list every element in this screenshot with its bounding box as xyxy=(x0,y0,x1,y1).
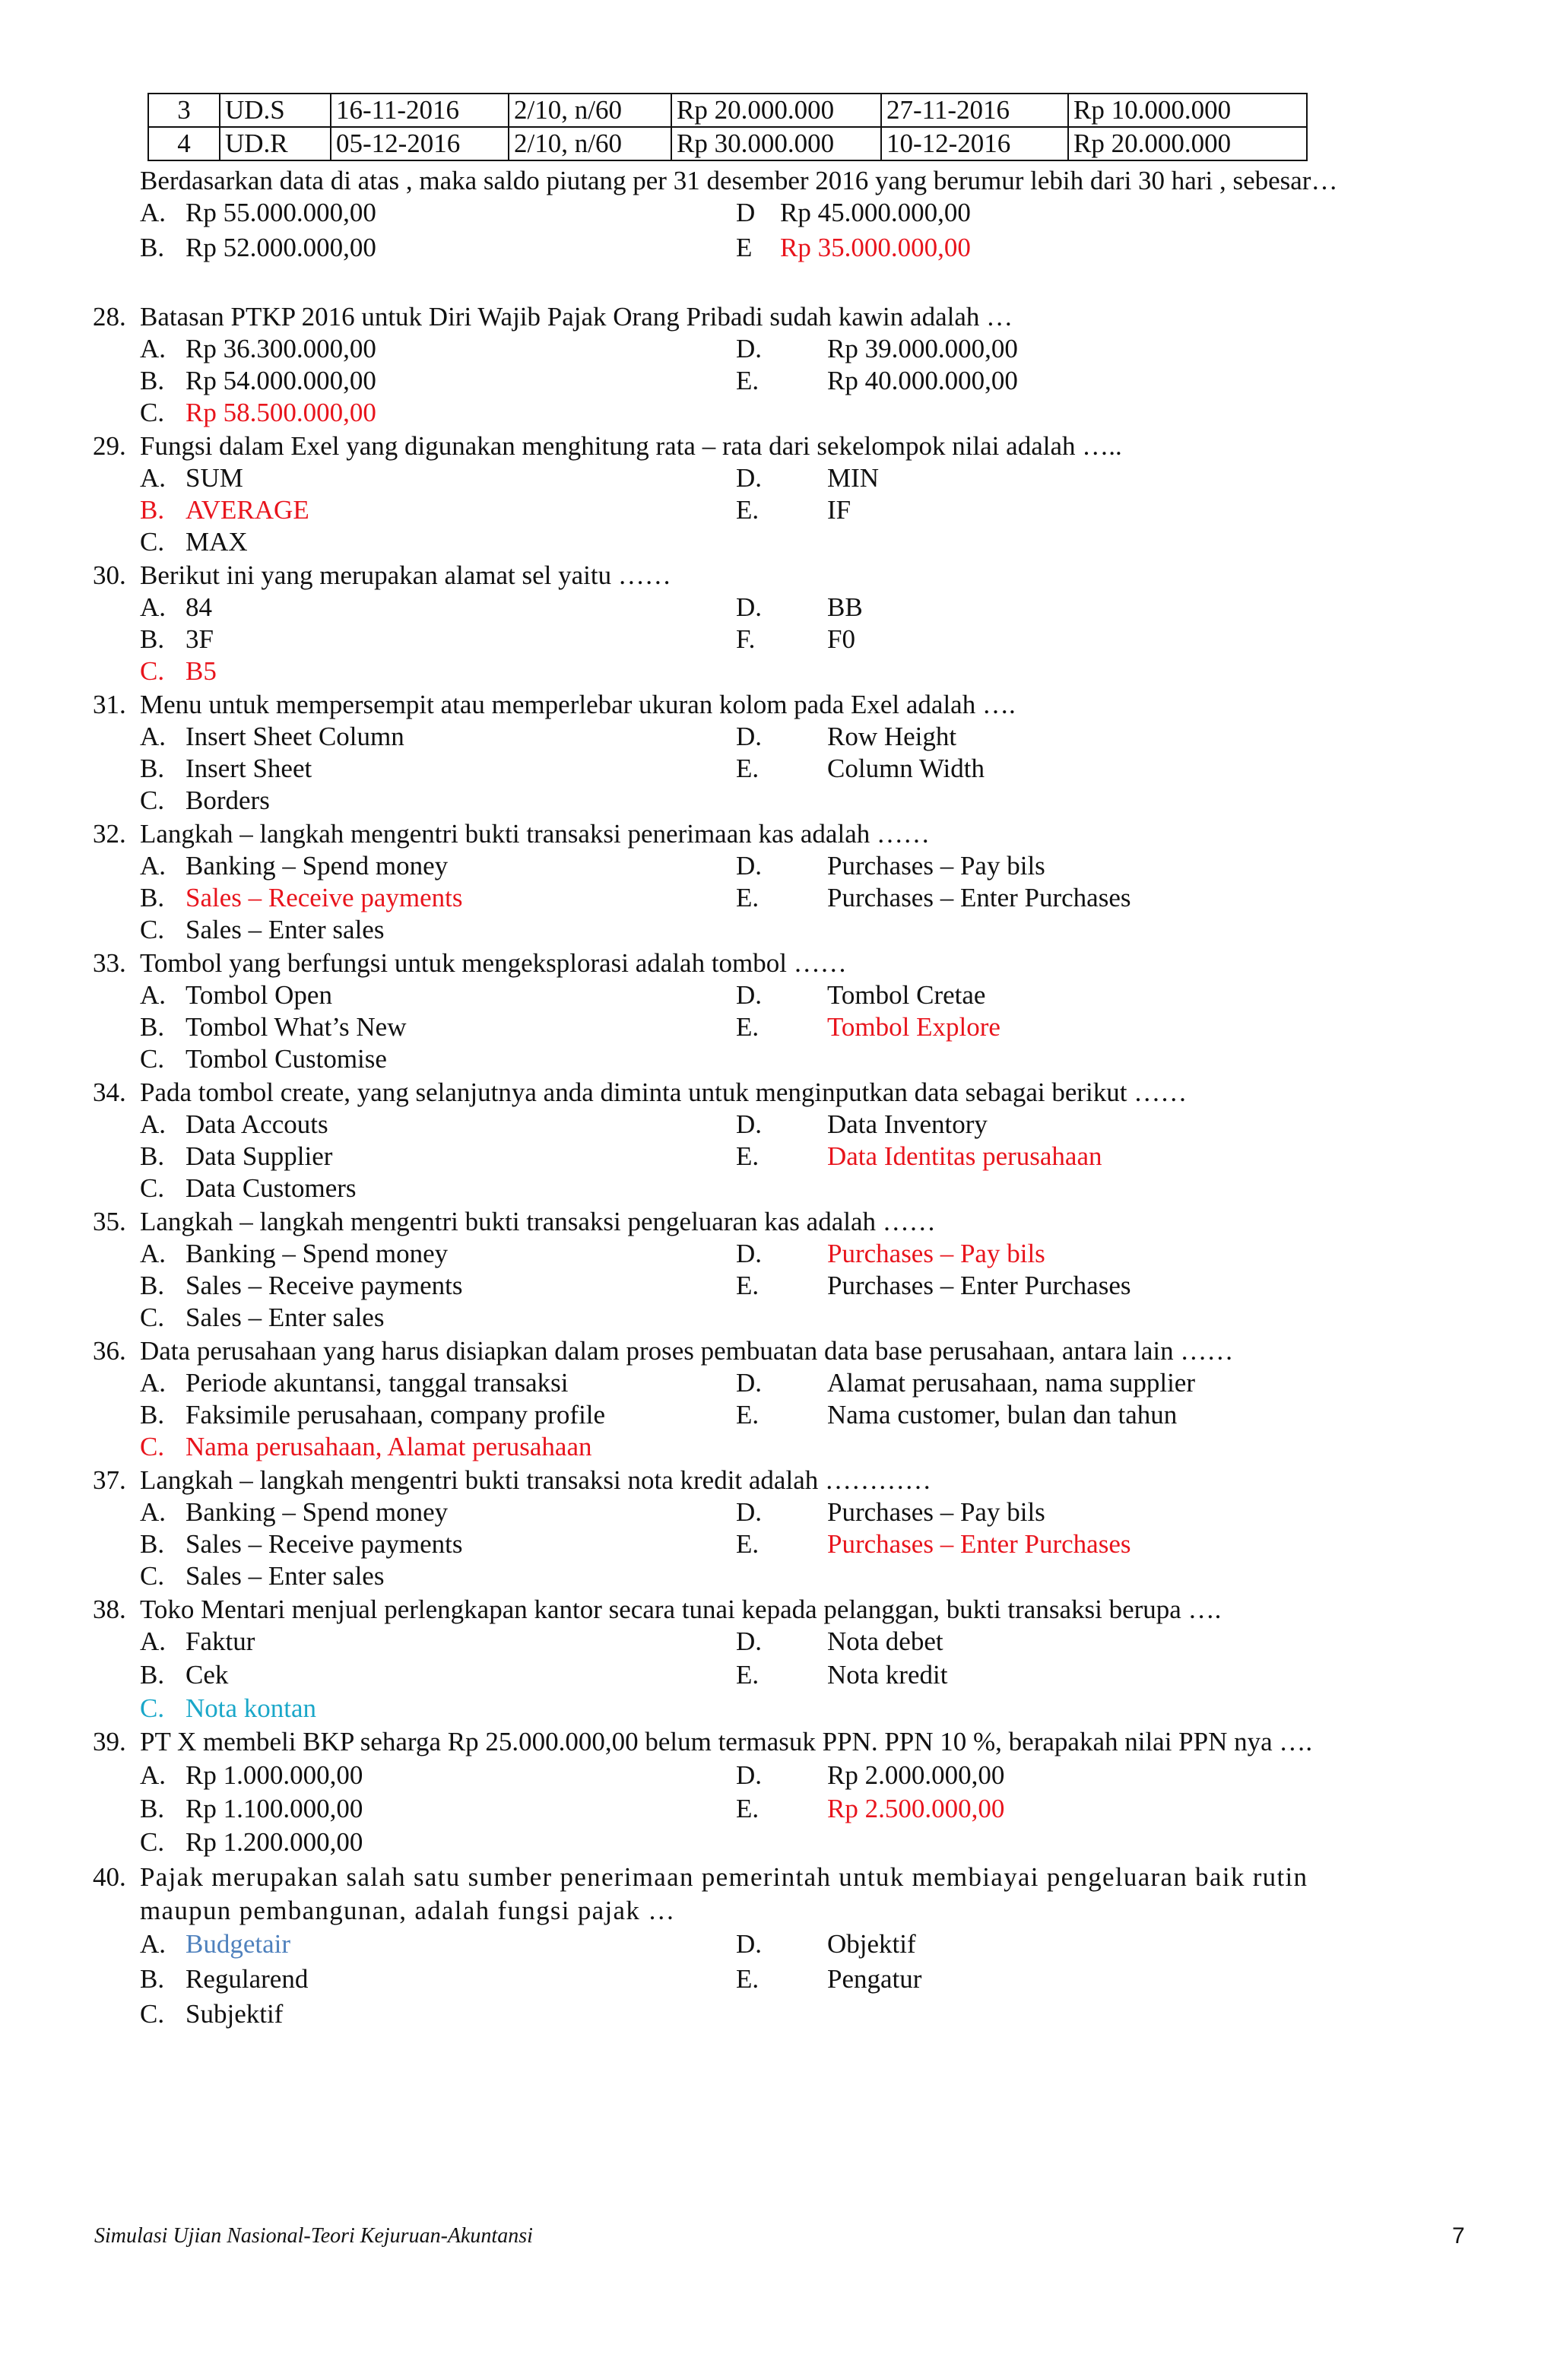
option-a xyxy=(140,850,448,882)
option-text: Tombol Customise xyxy=(186,1044,387,1074)
table-cell: 2/10, n/60 xyxy=(509,94,671,127)
option-label: B. xyxy=(140,1271,165,1300)
option-d xyxy=(736,592,863,624)
option-label: D. xyxy=(736,592,763,622)
table-cell: UD.S xyxy=(220,94,331,127)
option-text-correct: AVERAGE xyxy=(186,495,309,525)
option-text: Nama customer, bulan dan tahun xyxy=(827,1400,1178,1430)
option-text-correct: Nota kontan xyxy=(186,1693,317,1723)
table-cell: 3 xyxy=(148,94,220,127)
question-number: 33. xyxy=(93,948,126,978)
option-a xyxy=(140,333,376,365)
option-label: C. xyxy=(140,1303,165,1332)
option-text: Data Inventory xyxy=(827,1109,988,1139)
option-d xyxy=(736,333,1018,365)
question-number: 32. xyxy=(93,819,126,849)
question-text: Tombol yang berfungsi untuk mengeksplorasi adalah tombol …… xyxy=(140,948,847,978)
option-d xyxy=(736,850,1045,882)
option-c xyxy=(140,1431,592,1463)
option-label: E. xyxy=(736,1529,759,1559)
option-label: C. xyxy=(140,1827,165,1857)
option-text: Rp 55.000.000,00 xyxy=(186,198,376,227)
option-label: B. xyxy=(140,1400,165,1430)
option-label: E. xyxy=(736,1660,759,1690)
option-d xyxy=(736,197,971,229)
option-label: E. xyxy=(736,754,759,783)
option-text: Purchases – Pay bils xyxy=(827,851,1045,881)
option-d xyxy=(736,1626,943,1658)
option-text: Column Width xyxy=(827,754,985,783)
option-e xyxy=(736,1270,1130,1302)
option-text: Borders xyxy=(186,785,270,815)
option-label: A. xyxy=(140,722,166,751)
option-label: A. xyxy=(140,1109,166,1139)
option-label: E. xyxy=(736,883,759,912)
option-label: D. xyxy=(736,463,763,493)
option-text: Alamat perusahaan, nama supplier xyxy=(827,1368,1195,1398)
option-label: C. xyxy=(140,527,165,557)
option-a xyxy=(140,1760,363,1791)
table-cell: Rp 20.000.000 xyxy=(1068,127,1307,160)
table-cell: 4 xyxy=(148,127,220,160)
option-text: Purchases – Pay bils xyxy=(827,1497,1045,1527)
option-d xyxy=(736,462,879,494)
table-cell: 05-12-2016 xyxy=(331,127,509,160)
option-label: E. xyxy=(736,495,759,525)
option-text: Tombol Cretae xyxy=(827,980,986,1010)
option-text: Rp 45.000.000,00 xyxy=(780,198,971,227)
option-c xyxy=(140,1826,363,1858)
option-text: Nota debet xyxy=(827,1626,943,1656)
option-text: Subjektif xyxy=(186,1999,284,2029)
option-a xyxy=(140,1367,568,1399)
option-c xyxy=(140,1043,387,1075)
option-text-correct: Rp 2.500.000,00 xyxy=(827,1794,1005,1823)
option-text: Sales – Enter sales xyxy=(186,1561,385,1591)
option-text: MIN xyxy=(827,463,880,493)
option-label: D. xyxy=(736,334,763,363)
option-label: B. xyxy=(140,754,165,783)
option-text: SUM xyxy=(186,463,243,493)
option-d xyxy=(736,1760,1004,1791)
option-text: Sales – Enter sales xyxy=(186,915,385,944)
option-b xyxy=(140,1659,228,1691)
option-label: F. xyxy=(736,624,756,654)
option-c xyxy=(140,1173,357,1204)
option-c xyxy=(140,526,248,558)
question-number: 37. xyxy=(93,1465,126,1495)
option-b xyxy=(140,624,214,655)
option-text: Data Accouts xyxy=(186,1109,328,1139)
option-b xyxy=(140,365,376,397)
option-a xyxy=(140,1109,328,1141)
option-d xyxy=(736,1109,988,1141)
option-label: A. xyxy=(140,463,166,493)
question-text: Berikut ini yang merupakan alamat sel yaitu …… xyxy=(140,560,671,590)
option-text: Rp 1.100.000,00 xyxy=(186,1794,363,1823)
option-label: B. xyxy=(140,624,165,654)
question-number: 34. xyxy=(93,1077,126,1107)
option-c xyxy=(140,1560,384,1592)
question-text: Langkah – langkah mengentri bukti transaksi penerimaan kas adalah …… xyxy=(140,819,930,849)
option-text: Row Height xyxy=(827,722,957,751)
option-b xyxy=(140,1141,332,1173)
option-c xyxy=(140,785,270,817)
option-b xyxy=(140,882,462,914)
option-c xyxy=(140,1693,316,1725)
option-a xyxy=(140,462,243,494)
option-label: A. xyxy=(140,1760,166,1790)
option-text: Objektif xyxy=(827,1929,916,1959)
option-label: A. xyxy=(140,851,166,881)
option-text-correct: Rp 58.500.000,00 xyxy=(186,398,376,427)
option-d xyxy=(736,1928,916,1960)
question-text: Menu untuk mempersempit atau memperlebar ukuran kolom pada Exel adalah …. xyxy=(140,690,1016,719)
option-text: Periode akuntansi, tanggal transaksi xyxy=(186,1368,569,1398)
option-d xyxy=(736,721,956,753)
receivables-table xyxy=(147,93,1308,161)
option-e xyxy=(736,494,851,526)
option-d xyxy=(736,1367,1195,1399)
table-row xyxy=(148,127,1307,160)
option-label: E. xyxy=(736,366,759,395)
option-label: B. xyxy=(140,233,165,262)
option-text: BB xyxy=(827,592,863,622)
option-b xyxy=(140,1963,308,1995)
option-text: Data Customers xyxy=(186,1173,357,1203)
option-c xyxy=(140,655,217,687)
option-text: Pengatur xyxy=(827,1964,922,1994)
option-b xyxy=(140,1270,462,1302)
option-text-correct: Budgetair xyxy=(186,1929,291,1959)
question-text: Toko Mentari menjual perlengkapan kantor secara tunai kepada pelanggan, bukti transaksi berupa …. xyxy=(140,1595,1222,1624)
option-label: A. xyxy=(140,1368,166,1398)
option-label: B. xyxy=(140,495,165,525)
page-footer: Simulasi Ujian Nasional-Teori Kejuruan-Akuntansi xyxy=(94,2224,533,2248)
option-label: C. xyxy=(140,1173,165,1203)
option-b xyxy=(140,1011,406,1043)
option-text: Rp 52.000.000,00 xyxy=(186,233,376,262)
table-cell: 27-11-2016 xyxy=(881,94,1068,127)
option-a xyxy=(140,721,404,753)
option-text: Cek xyxy=(186,1660,229,1690)
option-text-correct: Tombol Explore xyxy=(827,1012,1000,1042)
question-text: PT X membeli BKP seharga Rp 25.000.000,00 belum termasuk PPN. PPN 10 %, berapakah nilai PPN nya …. xyxy=(140,1727,1313,1756)
question-text: Batasan PTKP 2016 untuk Diri Wajib Pajak Orang Pribadi sudah kawin adalah … xyxy=(140,302,1013,332)
option-label: B. xyxy=(140,1141,165,1171)
question-number: 38. xyxy=(93,1595,126,1624)
table-cell: 16-11-2016 xyxy=(331,94,509,127)
option-text: Banking – Spend money xyxy=(186,1497,449,1527)
option-d xyxy=(736,1496,1045,1528)
option-e xyxy=(736,365,1018,397)
option-label: E. xyxy=(736,1964,759,1994)
option-a xyxy=(140,1928,290,1960)
question-text: Pada tombol create, yang selanjutnya anda diminta untuk menginputkan data sebagai berikut …… xyxy=(140,1077,1188,1107)
option-label: E xyxy=(736,233,753,262)
option-a xyxy=(140,979,332,1011)
option-text: Faksimile perusahaan, company profile xyxy=(186,1400,606,1430)
option-e xyxy=(736,1659,947,1691)
page-number: 7 xyxy=(1452,2223,1465,2248)
option-label: E. xyxy=(736,1400,759,1430)
option-b xyxy=(140,1793,363,1825)
question-text: Data perusahaan yang harus disiapkan dalam proses pembuatan data base perusahaan, antara lain …… xyxy=(140,1336,1234,1366)
option-text: Sales – Receive payments xyxy=(186,1271,463,1300)
option-label: A. xyxy=(140,334,166,363)
option-text: IF xyxy=(827,495,851,525)
table-cell: 2/10, n/60 xyxy=(509,127,671,160)
option-e xyxy=(736,1141,1102,1173)
option-text: Nota kredit xyxy=(827,1660,948,1690)
option-text: Sales – Enter sales xyxy=(186,1303,385,1332)
option-label: D xyxy=(736,198,756,227)
option-label: C. xyxy=(140,656,165,686)
option-d xyxy=(736,1238,1045,1270)
question-number: 28. xyxy=(93,302,126,332)
option-label: B. xyxy=(140,1794,165,1823)
option-label: C. xyxy=(140,1432,165,1461)
question-number: 30. xyxy=(93,560,126,590)
question-number: 40. xyxy=(93,1862,126,1892)
option-text-correct: Purchases – Enter Purchases xyxy=(827,1529,1131,1559)
option-text: Rp 1.000.000,00 xyxy=(186,1760,363,1790)
option-e xyxy=(736,1793,1004,1825)
question-number: 29. xyxy=(93,431,126,461)
option-text: Regularend xyxy=(186,1964,309,1994)
option-e xyxy=(736,1963,921,1995)
option-text: Banking – Spend money xyxy=(186,1239,449,1268)
option-a xyxy=(140,592,212,624)
option-text: Purchases – Enter Purchases xyxy=(827,1271,1131,1300)
option-text: Faktur xyxy=(186,1626,255,1656)
table-cell: 10-12-2016 xyxy=(881,127,1068,160)
option-label: A. xyxy=(140,1929,166,1959)
option-label: C. xyxy=(140,1999,165,2029)
option-label: B. xyxy=(140,366,165,395)
option-label: A. xyxy=(140,980,166,1010)
option-text: 84 xyxy=(186,592,212,622)
option-label: B. xyxy=(140,883,165,912)
option-b xyxy=(140,232,376,264)
option-text: Sales – Receive payments xyxy=(186,1529,463,1559)
option-text: Rp 40.000.000,00 xyxy=(827,366,1018,395)
option-label: D. xyxy=(736,1929,763,1959)
option-label: C. xyxy=(140,1693,165,1723)
table-cell: Rp 10.000.000 xyxy=(1068,94,1307,127)
option-a xyxy=(140,197,376,229)
option-d xyxy=(736,979,985,1011)
option-label: D. xyxy=(736,1368,763,1398)
option-text: F0 xyxy=(827,624,855,654)
option-text: Insert Sheet xyxy=(186,754,312,783)
option-label: A. xyxy=(140,1497,166,1527)
table-cell: UD.R xyxy=(220,127,331,160)
option-e xyxy=(736,1528,1130,1560)
option-c xyxy=(140,397,376,429)
option-text: Rp 1.200.000,00 xyxy=(186,1827,363,1857)
option-label: E. xyxy=(736,1141,759,1171)
option-e xyxy=(736,753,985,785)
option-label: D. xyxy=(736,980,763,1010)
option-text: 3F xyxy=(186,624,214,654)
option-text: Banking – Spend money xyxy=(186,851,449,881)
option-text: MAX xyxy=(186,527,248,557)
option-text: Tombol What’s New xyxy=(186,1012,407,1042)
option-b xyxy=(140,1399,605,1431)
option-label: D. xyxy=(736,851,763,881)
option-label: A. xyxy=(140,198,166,227)
option-text: Rp 39.000.000,00 xyxy=(827,334,1018,363)
option-text-correct: Purchases – Pay bils xyxy=(827,1239,1045,1268)
option-text: Rp 54.000.000,00 xyxy=(186,366,376,395)
question-text: Langkah – langkah mengentri bukti transaksi pengeluaran kas adalah …… xyxy=(140,1207,936,1236)
question-27-text: Berdasarkan data di atas , maka saldo piutang per 31 desember 2016 yang berumur lebih dari 30 hari , sebesar… xyxy=(140,166,1338,195)
option-label: B. xyxy=(140,1012,165,1042)
question-text: Langkah – langkah mengentri bukti transaksi nota kredit adalah ………… xyxy=(140,1465,931,1495)
option-c xyxy=(140,1302,384,1334)
option-label: E. xyxy=(736,1271,759,1300)
option-text-correct: B5 xyxy=(186,656,217,686)
option-label: A. xyxy=(140,592,166,622)
option-label: C. xyxy=(140,1561,165,1591)
option-label: D. xyxy=(736,1497,763,1527)
question-text: Fungsi dalam Exel yang digunakan menghitung rata – rata dari sekelompok nilai adalah ….. xyxy=(140,431,1122,461)
option-label: C. xyxy=(140,398,165,427)
question-text-continued: maupun pembangunan, adalah fungsi pajak … xyxy=(140,1896,676,1925)
option-text: Rp 2.000.000,00 xyxy=(827,1760,1005,1790)
table-row xyxy=(148,94,1307,127)
question-number: 35. xyxy=(93,1207,126,1236)
option-text: Tombol Open xyxy=(186,980,332,1010)
option-label: D. xyxy=(736,722,763,751)
option-label: C. xyxy=(140,1044,165,1074)
question-number: 31. xyxy=(93,690,126,719)
option-label: D. xyxy=(736,1239,763,1268)
option-text-correct: Rp 35.000.000,00 xyxy=(780,233,971,262)
option-text-correct: Nama perusahaan, Alamat perusahaan xyxy=(186,1432,592,1461)
option-e xyxy=(736,1011,1000,1043)
option-text: Insert Sheet Column xyxy=(186,722,404,751)
option-a xyxy=(140,1496,448,1528)
question-number: 39. xyxy=(93,1727,126,1756)
option-text-correct: Data Identitas perusahaan xyxy=(827,1141,1102,1171)
option-label: D. xyxy=(736,1760,763,1790)
option-label: B. xyxy=(140,1529,165,1559)
option-label: E. xyxy=(736,1012,759,1042)
option-label: B. xyxy=(140,1660,165,1690)
option-c xyxy=(140,1998,283,2030)
option-a xyxy=(140,1626,255,1658)
option-e xyxy=(736,232,971,264)
option-e xyxy=(736,882,1130,914)
option-label: B. xyxy=(140,1964,165,1994)
option-text: Data Supplier xyxy=(186,1141,333,1171)
option-a xyxy=(140,1238,448,1270)
option-e xyxy=(736,624,855,655)
option-b xyxy=(140,494,309,526)
option-label: C. xyxy=(140,915,165,944)
table-cell: Rp 30.000.000 xyxy=(671,127,881,160)
option-text: Rp 36.300.000,00 xyxy=(186,334,376,363)
option-c xyxy=(140,914,384,946)
option-e xyxy=(736,1399,1177,1431)
option-label: C. xyxy=(140,785,165,815)
option-text-correct: Sales – Receive payments xyxy=(186,883,463,912)
option-b xyxy=(140,753,312,785)
option-label: E. xyxy=(736,1794,759,1823)
table-cell: Rp 20.000.000 xyxy=(671,94,881,127)
question-number: 36. xyxy=(93,1336,126,1366)
option-label: D. xyxy=(736,1109,763,1139)
option-text: Purchases – Enter Purchases xyxy=(827,883,1131,912)
option-b xyxy=(140,1528,462,1560)
option-label: A. xyxy=(140,1626,166,1656)
option-label: A. xyxy=(140,1239,166,1268)
option-label: D. xyxy=(736,1626,763,1656)
question-text: Pajak merupakan salah satu sumber penerimaan pemerintah untuk membiayai pengeluaran baik rutin xyxy=(140,1862,1308,1892)
